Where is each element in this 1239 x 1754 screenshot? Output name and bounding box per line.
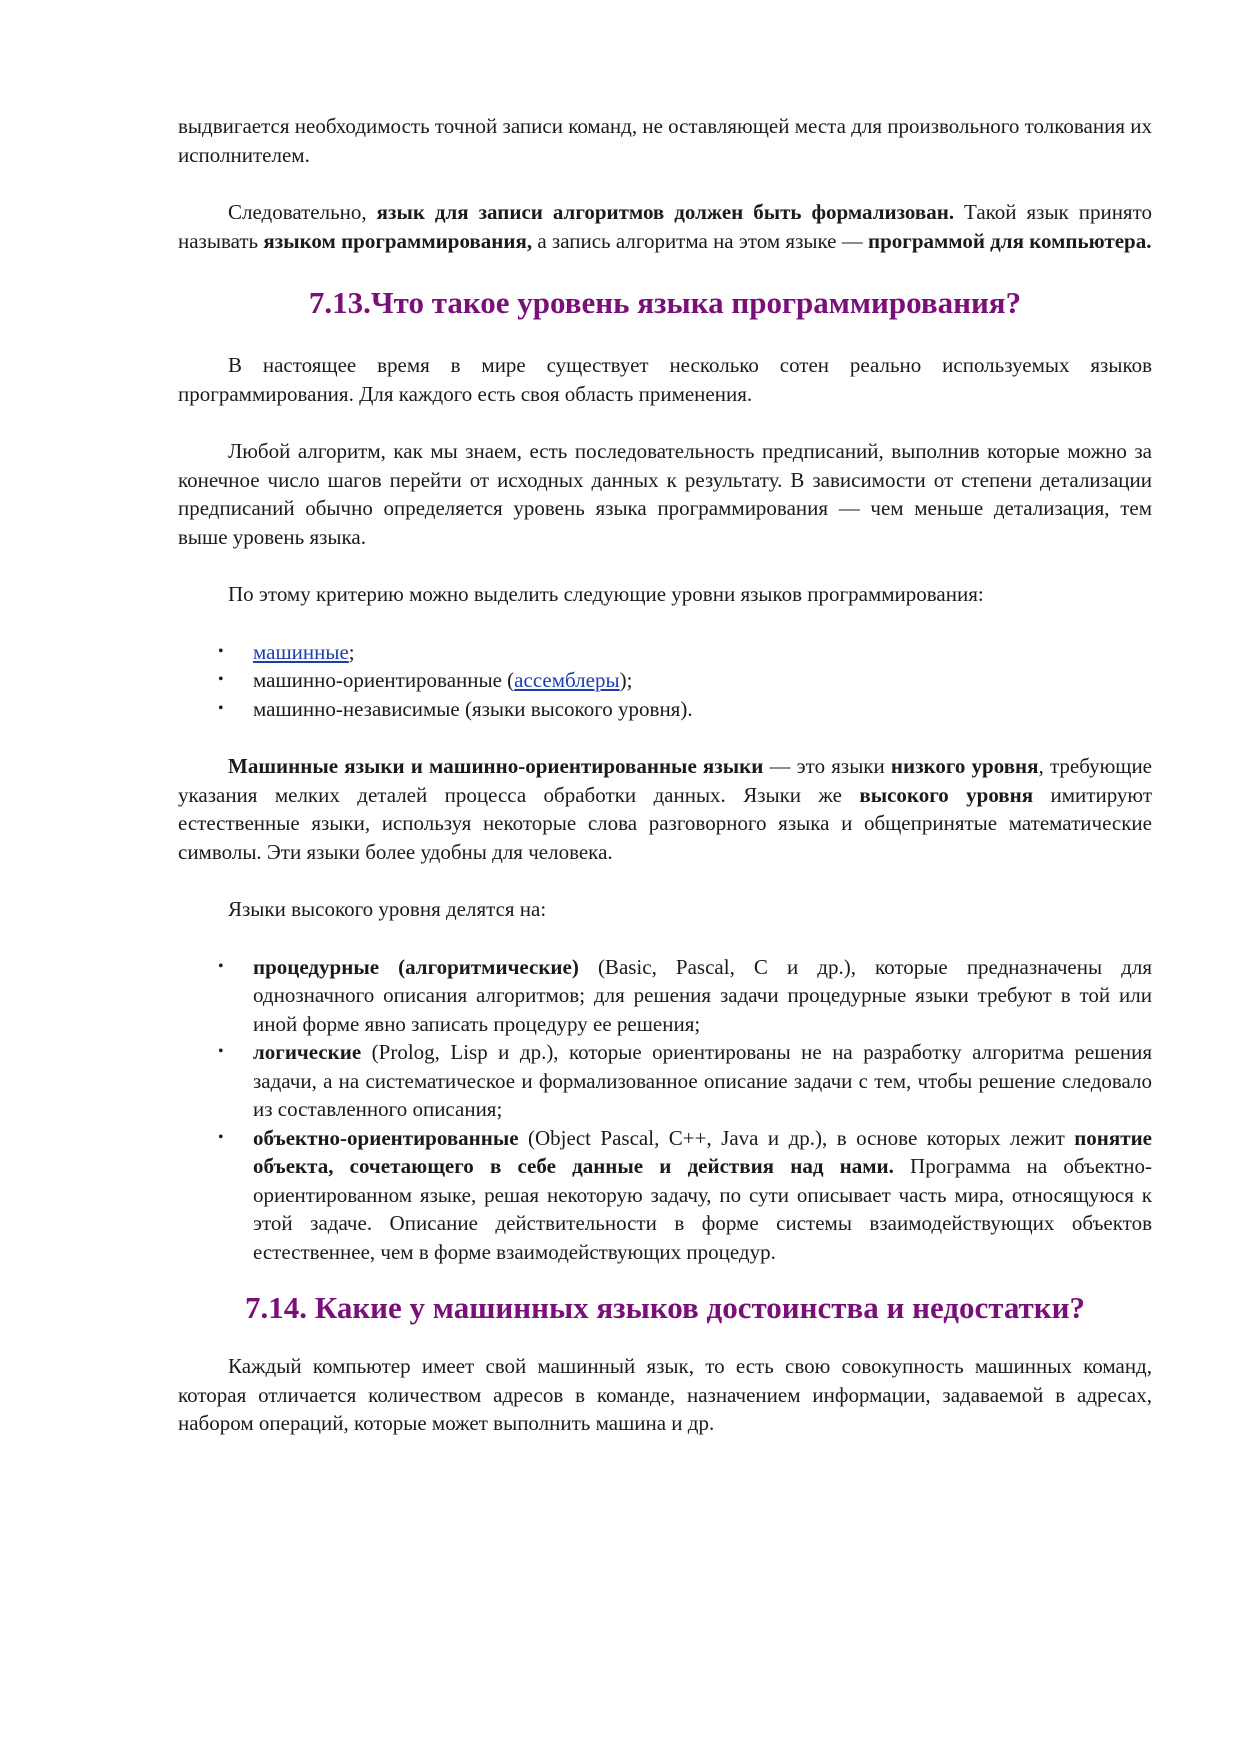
bullet-icon: • bbox=[218, 671, 224, 688]
text-run: машинно-независимые (языки высокого уровня). bbox=[253, 696, 693, 721]
section13-paragraph-2: Любой алгоритм, как мы знаем, есть последовательность предписаний, выполнив которые можно за конечное число шагов перейти от исходных данных к результату. В зависимости от степени детализации предписаний обычно определяется уровень языка программирования — чем меньше детализация, тем выше уровень языка. bbox=[178, 439, 1152, 549]
bold-run: Машинные языки и машинно-ориентированные языки bbox=[228, 754, 764, 778]
text-run: ; bbox=[348, 639, 355, 664]
bold-run: программой для компьютера. bbox=[868, 228, 1152, 253]
list-item bbox=[178, 666, 1152, 695]
bullet-icon: • bbox=[218, 642, 224, 660]
section13-paragraph-4 bbox=[178, 752, 1152, 866]
text-run: — это языки bbox=[763, 754, 891, 778]
bold-run: логические bbox=[253, 1040, 362, 1064]
list-item bbox=[178, 1038, 1152, 1124]
high-level-types-list bbox=[178, 953, 1152, 1267]
text-run: ); bbox=[619, 668, 633, 692]
bullet-icon: • bbox=[218, 699, 224, 717]
intro-paragraph-1: выдвигается необходимость точной записи команд, не оставляющей места для произвольного толкования их исполнителем. bbox=[178, 114, 1152, 167]
text-run: а запись алгоритма на этом языке — bbox=[532, 228, 868, 253]
bold-run: высокого уровня bbox=[859, 782, 1034, 807]
text-run: (Object Pascal, C++, Java и др.), в основе которых лежит bbox=[518, 1125, 1075, 1150]
text-run: имитируют естественные языки, используя некоторые слова разговорного языка и общепринятые математические символы. Эти языки более удобны для человека. bbox=[178, 782, 1153, 864]
section-heading-7-14: 7.14. Какие у машинных языков достоинства и недостатки? bbox=[245, 1290, 1085, 1325]
section13-paragraph-5: Языки высокого уровня делятся на: bbox=[228, 897, 547, 921]
list-item bbox=[178, 953, 1152, 1039]
text-run: , требующие указания мелких деталей процесса обработки данных. Языки же bbox=[178, 754, 1153, 807]
list-item bbox=[178, 695, 1152, 724]
intro-paragraph-2 bbox=[178, 198, 1152, 255]
document-page bbox=[178, 112, 1152, 1438]
text-run: (Prolog, Lisp и др.), которые ориентированы не на разработку алгоритма решения задачи, а на систематическое и формализованное описание задачи с тем, чтобы решение следовало из составленного описания; bbox=[253, 1040, 1152, 1121]
list-item bbox=[178, 1124, 1152, 1267]
bullet-icon: • bbox=[218, 957, 224, 975]
link-machine-languages[interactable]: машинные bbox=[253, 639, 349, 664]
section14-paragraph-1: Каждый компьютер имеет свой машинный язык, то есть свою совокупность машинных команд, которая отличается количеством адресов в команде, назначением информации, задаваемой в адресах, набором операций, которые может выполнить машина и др. bbox=[178, 1354, 1152, 1435]
link-assemblers[interactable]: ассемблеры bbox=[514, 668, 620, 692]
bold-run: языком программирования, bbox=[263, 228, 533, 253]
section13-paragraph-3: По этому критерию можно выделить следующие уровни языков программирования: bbox=[228, 582, 984, 606]
bullet-icon: • bbox=[218, 1128, 224, 1146]
text-run: Такой язык принято называть bbox=[178, 200, 1152, 253]
bold-run: объектно-ориентированные bbox=[253, 1125, 519, 1150]
text-run: Программа на объектно-ориентированном языке, решая некоторую задачу, по сути описывает часть мира, относящуюся к этой задаче. Описание действительности в форме системы взаимодействующих объектов естественнее, чем в форме взаимодействующих процедур. bbox=[253, 1154, 1152, 1264]
language-levels-list bbox=[178, 638, 1152, 724]
bold-run: низкого уровня bbox=[890, 754, 1039, 778]
section13-paragraph-1: В настоящее время в мире существует несколько сотен реально используемых языков программирования. Для каждого есть своя область применения. bbox=[178, 353, 1152, 406]
text-run: машинно-ориентированные ( bbox=[253, 668, 515, 692]
list-item bbox=[178, 638, 1152, 667]
text-run: (Basic, Pascal, C и др.), которые предназначены для однозначного описания алгоритмов; для решения задачи процедурные языки требуют в той или иной форме явно записать процедуру ее решения; bbox=[253, 954, 1152, 1036]
bold-run: язык для записи алгоритмов должен быть формализован. bbox=[376, 200, 955, 224]
bold-run: понятие объекта, сочетающего в себе данные и действия над нами. bbox=[253, 1125, 1152, 1178]
section-heading-7-13: 7.13.Что такое уровень языка программирования? bbox=[308, 285, 1022, 320]
bullet-icon: • bbox=[218, 1043, 224, 1060]
bold-run: процедурные (алгоритмические) bbox=[253, 954, 579, 979]
text-run: Следовательно, bbox=[228, 200, 377, 224]
